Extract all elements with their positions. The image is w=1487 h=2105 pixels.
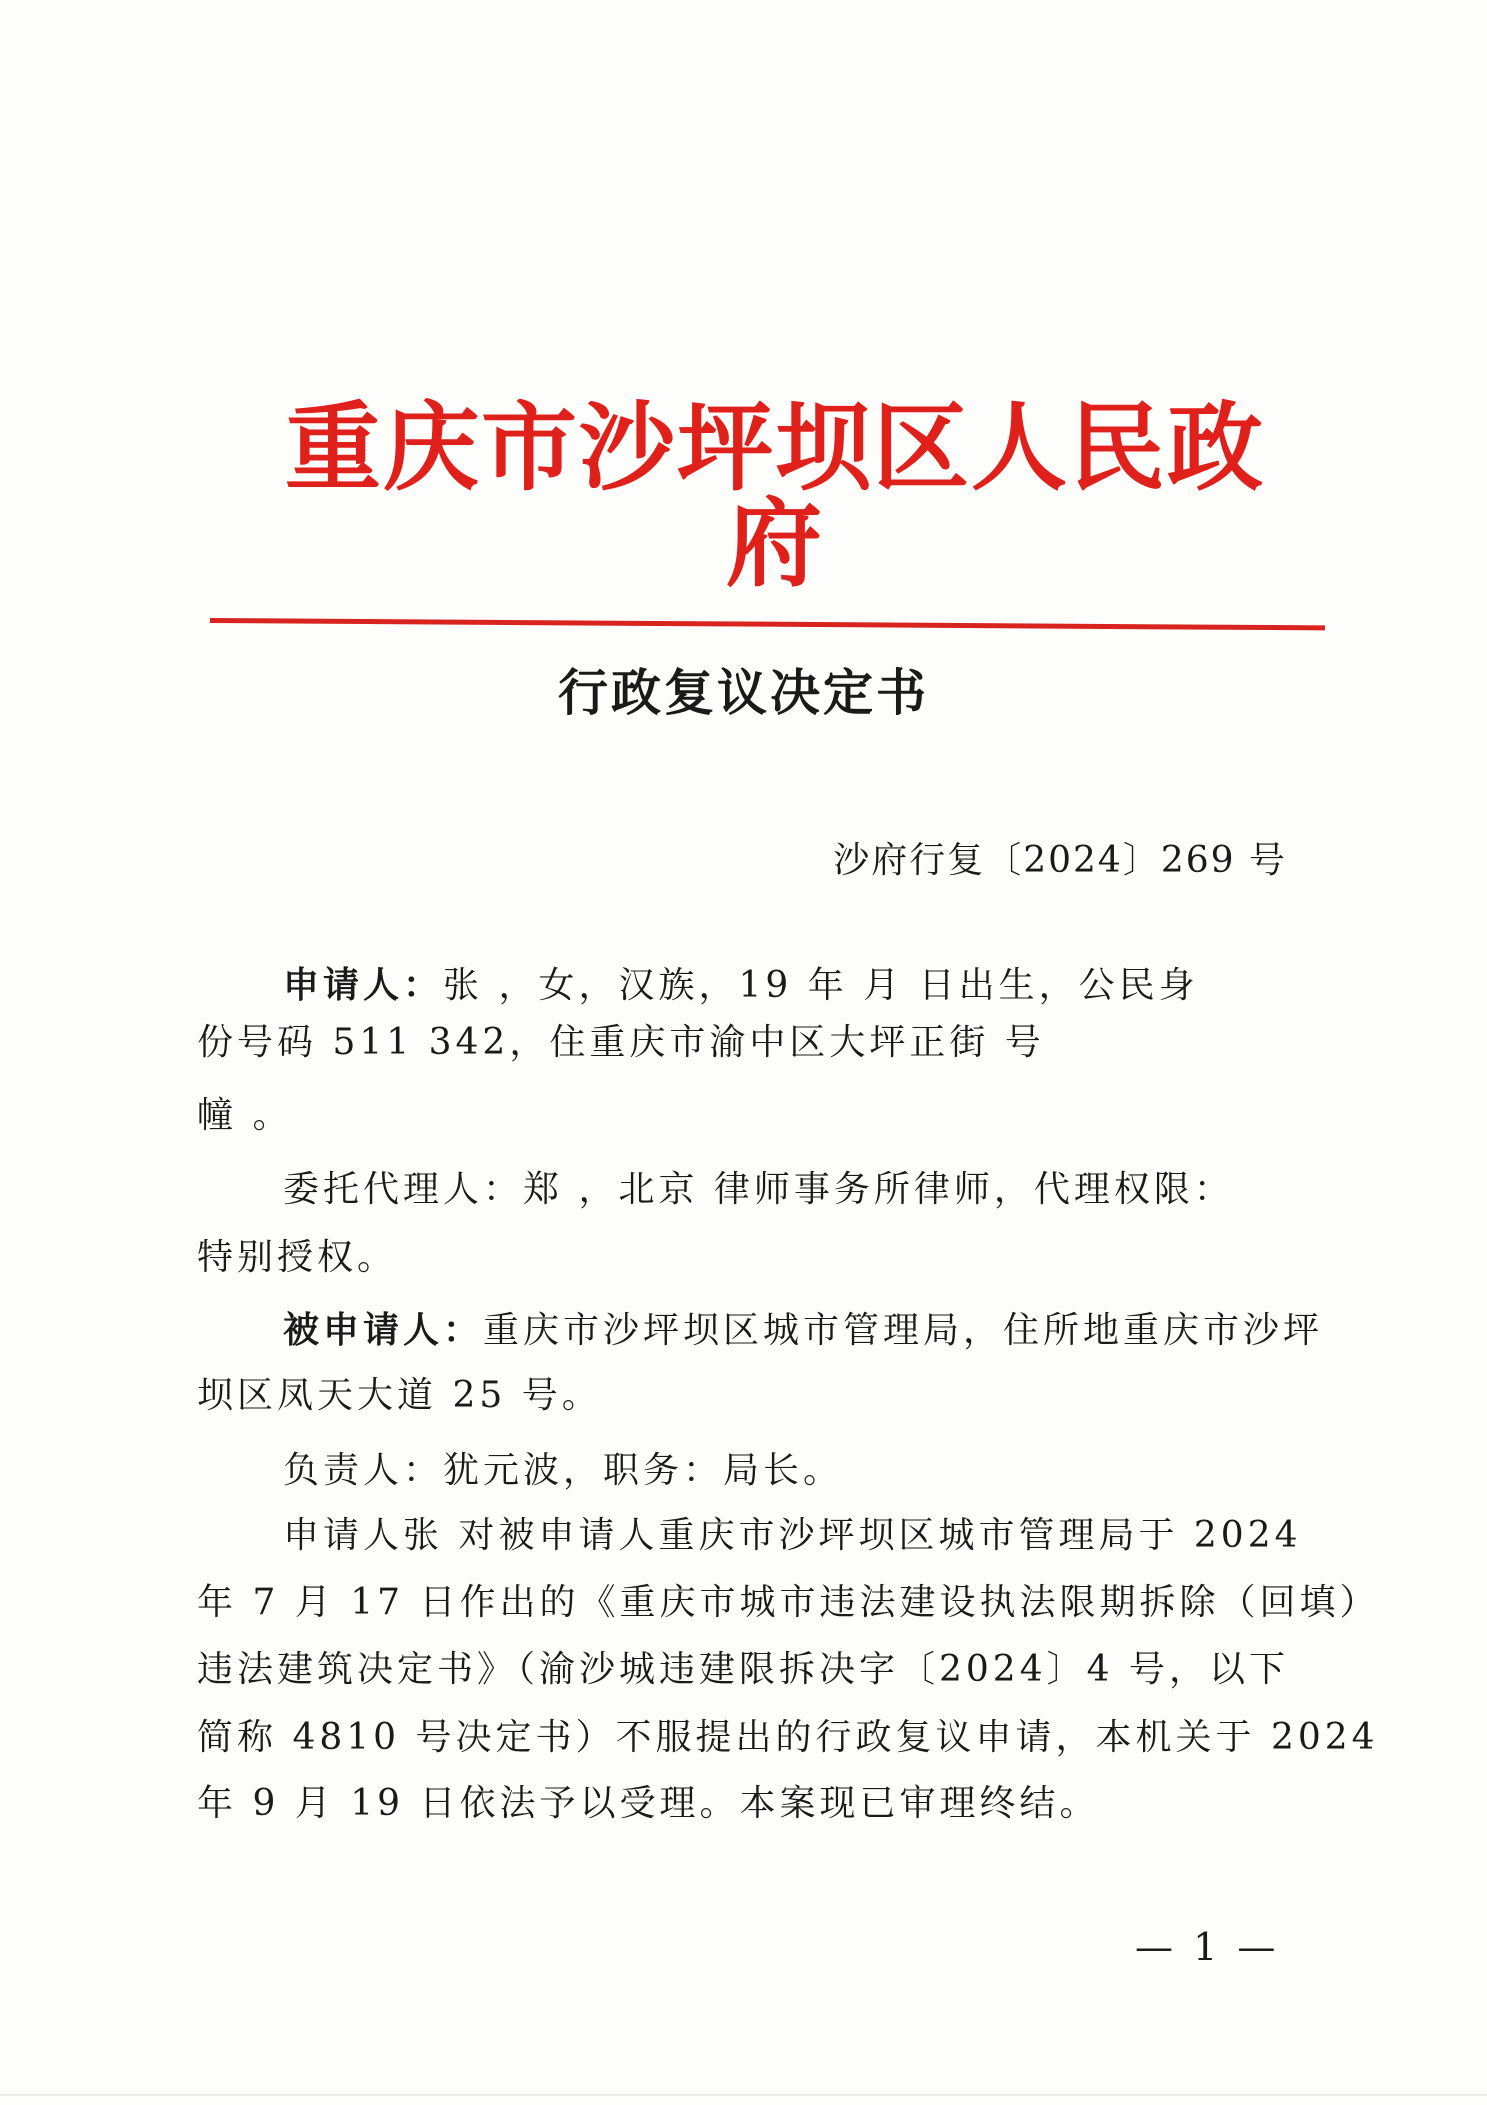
document-title: 行政复议决定书	[558, 664, 929, 722]
applicant-info: 张 ，女，汉族，19 年 月 日出生，公民身	[443, 965, 1199, 1006]
agent-paragraph-line-2: 特别授权。	[197, 1237, 398, 1278]
applicant-label: 申请人：	[283, 965, 444, 1006]
case-body-line-5: 年 9 月 19 日依法予以受理。本案现已审理终结。	[197, 1783, 1100, 1824]
scan-edge-artifact	[0, 2094, 1487, 2096]
respondent-paragraph-line-2: 坝区凤天大道 25 号。	[197, 1375, 602, 1416]
red-separator-line	[210, 618, 1325, 630]
case-body-line-1: 申请人张 对被申请人重庆市沙坪坝区城市管理局于 2024	[283, 1515, 1302, 1556]
respondent-info: 重庆市沙坪坝区城市管理局，住所地重庆市沙坪	[483, 1310, 1324, 1351]
person-in-charge-line: 负责人：犹元波，职务：局长。	[283, 1450, 844, 1491]
applicant-paragraph-line-3: 幢 。	[197, 1095, 293, 1136]
issuing-authority-header: 重庆市沙坪坝区人民政府	[285, 392, 1265, 600]
document-number: 沙府行复〔2024〕269 号	[833, 840, 1287, 881]
applicant-paragraph-line-2: 份号码 511 342，住重庆市渝中区大坪正街 号	[197, 1022, 1045, 1063]
respondent-label: 被申请人：	[283, 1310, 484, 1351]
applicant-paragraph-line-1	[283, 965, 1199, 1006]
case-body-line-3: 违法建筑决定书》（渝沙城违建限拆决字〔2024〕4 号，以下	[197, 1649, 1289, 1690]
agent-paragraph-line-1: 委托代理人：郑 ，北京 律师事务所律师，代理权限：	[283, 1169, 1234, 1210]
page-number: — 1 —	[1135, 1925, 1280, 1969]
case-body-line-2: 年 7 月 17 日作出的《重庆市城市违法建设执法限期拆除（回填）	[197, 1582, 1380, 1623]
respondent-paragraph-line-1	[283, 1310, 1324, 1351]
case-body-line-4: 简称 4810 号决定书）不服提出的行政复议申请，本机关于 2024	[197, 1717, 1379, 1758]
